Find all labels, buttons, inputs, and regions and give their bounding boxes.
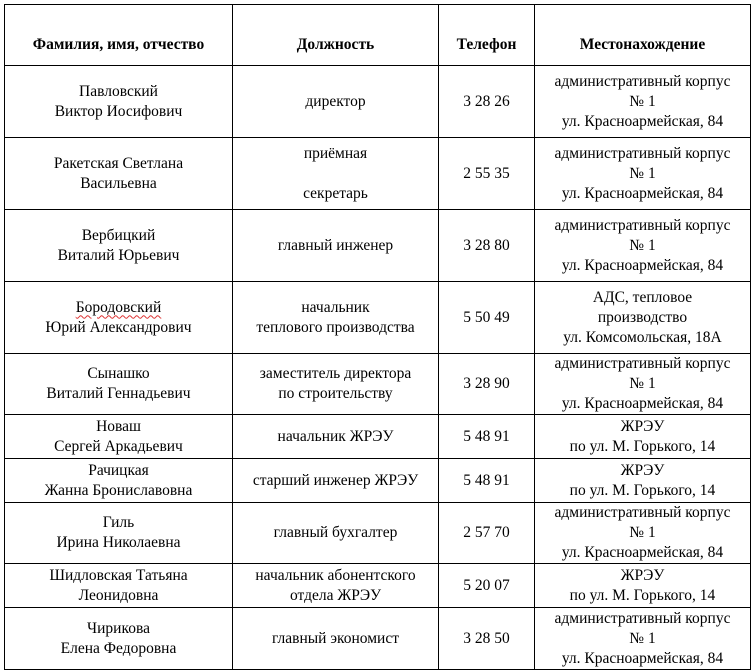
position-line: теплового производства <box>256 318 415 336</box>
phone-number: 2 55 35 <box>463 164 510 182</box>
position-line: директор <box>305 92 366 110</box>
name-line: Елена Федоровна <box>60 639 177 657</box>
cell-name <box>5 608 233 670</box>
name-line: Чирикова <box>87 619 150 637</box>
location-line: административный корпус <box>554 72 731 90</box>
location-line: № 1 <box>629 92 656 110</box>
phone-number: 3 28 26 <box>463 92 510 110</box>
cell-name <box>5 354 233 415</box>
cell-location <box>535 354 751 415</box>
name-line: Шидловская Татьяна <box>49 566 188 584</box>
cell-position <box>233 66 439 138</box>
position-line: начальник абонентского <box>255 566 416 584</box>
location-line: по ул. М. Горького, 14 <box>569 481 716 499</box>
phone-number: 3 28 90 <box>463 375 510 392</box>
location-line: АДС, тепловое <box>592 288 693 306</box>
phone-number: 3 28 80 <box>463 236 510 254</box>
table-row <box>5 564 751 608</box>
cell-location <box>535 210 751 282</box>
location-line: № 1 <box>629 524 656 541</box>
location-line: ЖРЭУ <box>620 566 665 584</box>
location-line: административный корпус <box>554 609 731 627</box>
position-line: старший инженер ЖРЭУ <box>252 471 419 489</box>
location-line: ул. Красноармейская, 84 <box>561 184 724 202</box>
name-line: Новаш <box>96 417 141 435</box>
location-line: административный корпус <box>554 144 731 162</box>
cell-position <box>233 282 439 354</box>
location-line: производство <box>597 308 688 326</box>
name-line: Павловский <box>79 82 158 100</box>
location-line: ЖРЭУ <box>620 461 665 479</box>
phone-number: 5 50 49 <box>463 308 510 326</box>
name-line: Гиль <box>102 514 135 531</box>
phone-number: 5 20 07 <box>463 576 510 594</box>
cell-location <box>535 66 751 138</box>
cell-position <box>233 503 439 564</box>
table-row <box>5 66 751 138</box>
cell-phone <box>439 282 535 354</box>
table-header-row <box>5 5 751 66</box>
position-line: приёмная <box>303 144 368 162</box>
location-line: № 1 <box>629 375 656 392</box>
phone-number: 2 57 70 <box>463 524 510 541</box>
cell-position <box>233 210 439 282</box>
cell-name <box>5 66 233 138</box>
cell-name <box>5 415 233 459</box>
table-row <box>5 282 751 354</box>
location-line: ул. Красноармейская, 84 <box>561 256 724 274</box>
position-line: главный инженер <box>277 236 394 254</box>
location-line: по ул. М. Горького, 14 <box>569 437 716 455</box>
phone-number: 5 48 91 <box>463 427 510 445</box>
header-name: Фамилия, имя, отчество <box>5 5 233 66</box>
name-line: Жанна Брониславовна <box>44 481 193 499</box>
cell-location <box>535 415 751 459</box>
cell-name <box>5 459 233 503</box>
cell-phone <box>439 503 535 564</box>
cell-position <box>233 459 439 503</box>
location-line: № 1 <box>629 164 656 182</box>
cell-phone <box>439 138 535 210</box>
location-line: по ул. М. Горького, 14 <box>569 586 716 604</box>
cell-name <box>5 282 233 354</box>
cell-position <box>233 415 439 459</box>
location-line: ул. Комсомольская, 18А <box>563 328 722 346</box>
location-line: ЖРЭУ <box>620 417 665 435</box>
cell-position <box>233 564 439 608</box>
table-row <box>5 354 751 415</box>
name-line: Сынашко <box>87 365 150 382</box>
position-line: секретарь <box>303 184 368 202</box>
header-location: Местонахождение <box>535 5 751 66</box>
phone-number: 3 28 50 <box>463 629 510 647</box>
name-line: Ирина Николаевна <box>56 534 181 551</box>
location-line: административный корпус <box>554 216 731 234</box>
cell-name <box>5 564 233 608</box>
name-line: Виктор Иосифович <box>54 102 183 120</box>
cell-name <box>5 138 233 210</box>
position-line: главный бухгалтер <box>273 524 398 541</box>
cell-position <box>233 138 439 210</box>
location-line: ул. Красноармейская, 84 <box>561 544 724 561</box>
cell-location <box>535 282 751 354</box>
location-line: ул. Красноармейская, 84 <box>561 649 724 667</box>
cell-location <box>535 503 751 564</box>
cell-phone <box>439 608 535 670</box>
location-line: ул. Красноармейская, 84 <box>561 112 724 130</box>
table-row <box>5 608 751 670</box>
position-spacer <box>237 164 434 184</box>
table-row <box>5 138 751 210</box>
cell-name <box>5 503 233 564</box>
cell-phone <box>439 415 535 459</box>
position-line: заместитель директора <box>259 365 412 382</box>
name-line: Вербицкий <box>81 226 156 244</box>
phone-number: 5 48 91 <box>463 471 510 489</box>
name-line: Виталий Геннадьевич <box>46 385 191 402</box>
name-line: Юрий Александрович <box>45 318 192 336</box>
staff-directory-table <box>4 4 751 670</box>
position-line: начальник ЖРЭУ <box>277 427 394 445</box>
name-line: Виталий Юрьевич <box>57 246 180 264</box>
table-row <box>5 459 751 503</box>
position-line: отдела ЖРЭУ <box>289 586 382 604</box>
name-line: Сергей Аркадьевич <box>54 437 183 455</box>
location-line: № 1 <box>629 629 656 647</box>
cell-phone <box>439 210 535 282</box>
cell-location <box>535 564 751 608</box>
position-line: главный экономист <box>271 629 400 647</box>
name-line: Бородовский <box>75 298 162 316</box>
header-position: Должность <box>233 5 439 66</box>
cell-phone <box>439 354 535 415</box>
table-row <box>5 415 751 459</box>
name-line: Рачицкая <box>88 461 149 479</box>
cell-location <box>535 459 751 503</box>
cell-location <box>535 608 751 670</box>
location-line: административный корпус <box>554 355 731 372</box>
position-line: начальник <box>301 298 370 316</box>
cell-position <box>233 608 439 670</box>
name-line: Леонидовна <box>78 586 159 604</box>
name-line: Васильевна <box>80 174 157 192</box>
cell-position <box>233 354 439 415</box>
location-line: административный корпус <box>554 504 731 521</box>
location-line: № 1 <box>629 236 656 254</box>
name-line: Ракетская Светлана <box>53 154 184 172</box>
position-line: по строительству <box>278 385 393 402</box>
header-phone: Телефон <box>439 5 535 66</box>
cell-location <box>535 138 751 210</box>
table-row <box>5 210 751 282</box>
cell-phone <box>439 459 535 503</box>
table-row <box>5 503 751 564</box>
cell-name <box>5 210 233 282</box>
cell-phone <box>439 564 535 608</box>
cell-phone <box>439 66 535 138</box>
location-line: ул. Красноармейская, 84 <box>561 395 724 412</box>
